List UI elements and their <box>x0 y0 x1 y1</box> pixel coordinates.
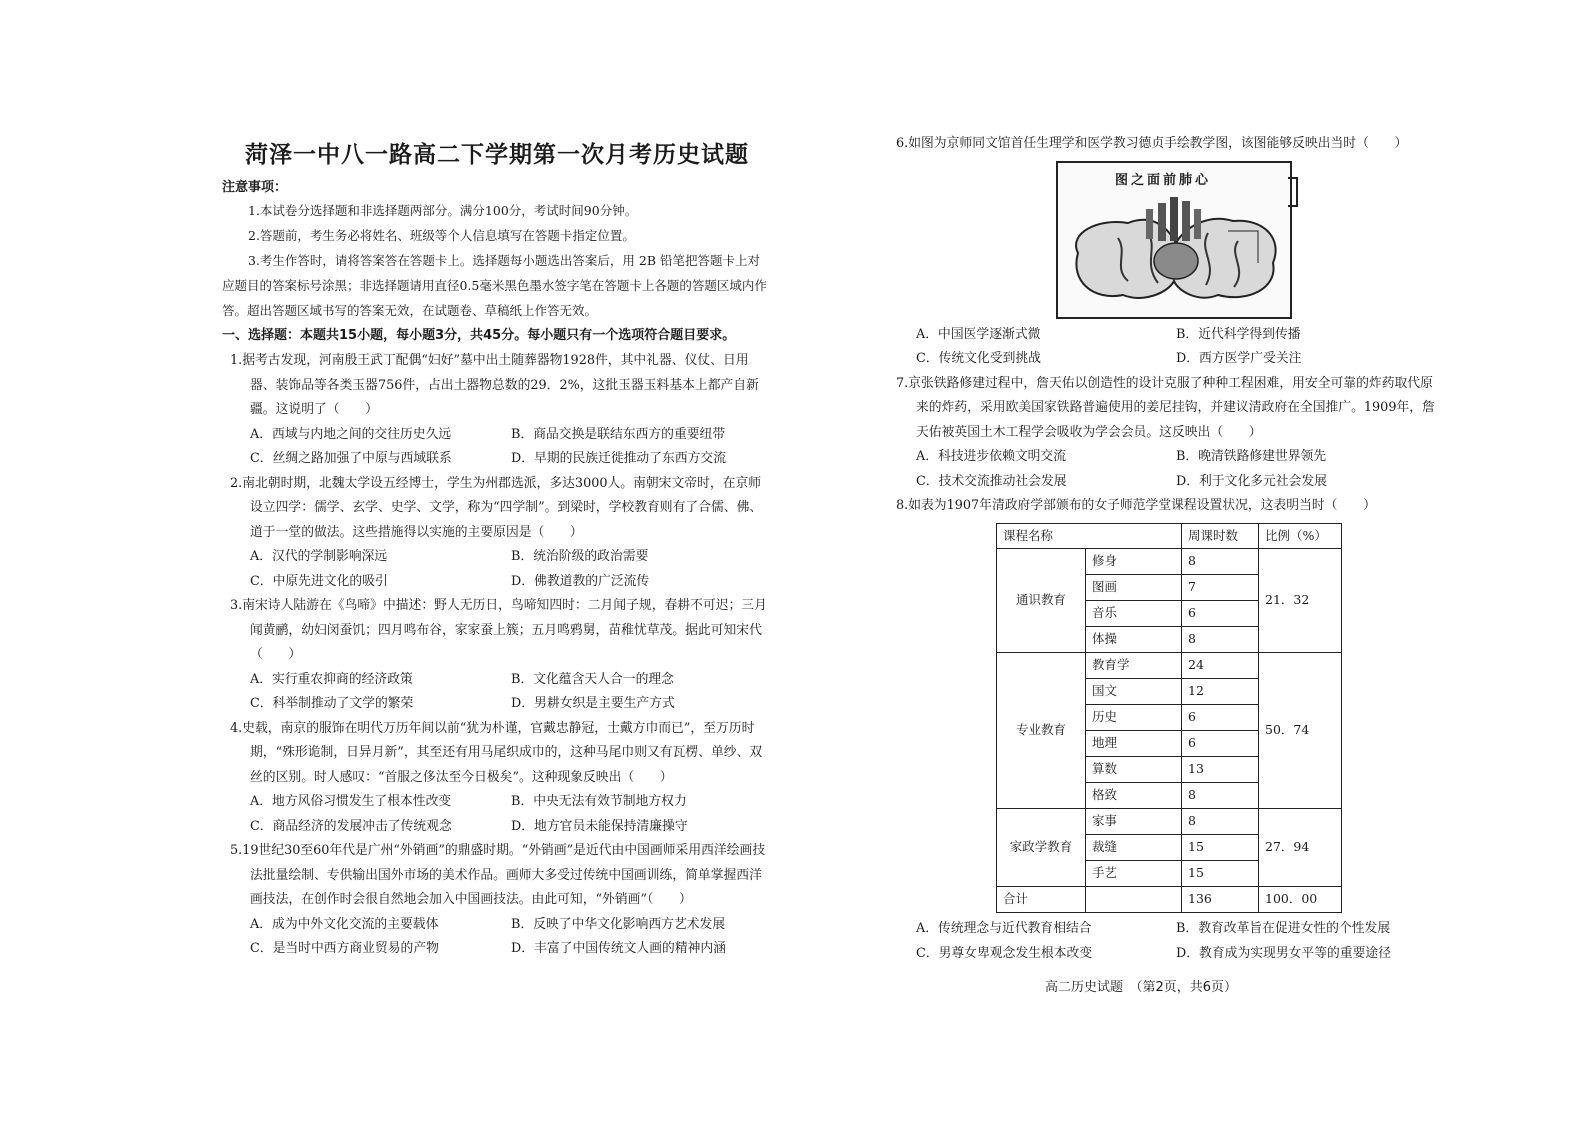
group-name: 家政学教育 <box>997 809 1086 887</box>
header-cell: 周课时数 <box>1182 523 1259 549</box>
course-table <box>996 523 1342 914</box>
option-c: C．丝绸之路加强了中原与西域联系 <box>250 451 452 466</box>
header-cell: 课程名称 <box>997 523 1182 549</box>
course-name: 裁缝 <box>1086 835 1182 861</box>
question-stem: 7.京张铁路修建过程中，詹天佑以创造性的设计克服了种种工程困难，用安全可靠的炸药取代原来的炸药，采用欧美国家铁路普遍使用的姜尼挂钩，并建议清政府在全国推广。1909年，詹天佑被英国土木工程学会吸收为学会会员。这反映出（ ） <box>896 375 1435 440</box>
note-item: 3.考生作答时，请将答案答在答题卡上。选择题每小题选出答案后，用 2B 铅笔把答题卡上对应题目的答案标号涂黑；非选择题请用直径0.5毫米黑色墨水签字笔在答题卡上各题的答题区域内作答。超出答题区域书写的答案无效，在试题卷、草稿纸上作答无效。 <box>222 253 767 318</box>
course-name: 历史 <box>1086 705 1182 731</box>
option-c: C．中原先进文化的吸引 <box>250 573 388 589</box>
question-8 <box>888 494 1436 966</box>
question-stem: 3.南宋诗人陆游在《鸟啼》中描述：野人无历日，鸟啼知四时：二月闻子规，春耕不可迟；三月闻黄鹂，幼妇闵蚕饥；四月鸣布谷，家家蚕上簇；五月鸣鸦舅，苗稚忧草茂。据此可知宋代（ ） <box>230 598 767 662</box>
option-a: A．科技进步依赖文明交流 <box>916 449 1067 464</box>
note-item: 1.本试卷分选择题和非选择题两部分。满分100分，考试时间90分钟。 <box>248 203 638 218</box>
group-ratio: 50．74 <box>1259 653 1342 809</box>
question-1 <box>222 349 772 472</box>
option-d: D．西方医学广受关注 <box>1176 351 1302 366</box>
notes-heading: 注意事项： <box>222 180 288 195</box>
total-ratio: 100．00 <box>1259 887 1342 913</box>
option-b: B．近代科学得到传播 <box>1176 326 1301 342</box>
option-b: B．反映了中华文化影响西方艺术发展 <box>511 916 726 932</box>
question-stem: 1.据考古发现，河南殷王武丁配偶“妇好”墓中出土随葬器物1928件，其中礼器、仪仗、日用器、装饰品等各类玉器756件，占出土器物总数的29．2%，这批玉器玉料基本上都产自新疆。这说明了（ ） <box>230 353 759 417</box>
course-name: 地理 <box>1086 731 1182 757</box>
header-cell: 比例（%） <box>1259 523 1342 549</box>
table-row <box>997 809 1342 835</box>
option-a: A．传统理念与近代教育相结合 <box>916 921 1092 936</box>
option-d: D．佛教道教的广泛流传 <box>511 573 650 589</box>
course-name: 格致 <box>1086 783 1182 809</box>
note-item: 2.答题前，考生务必将姓名、班级等个人信息填写在答题卡指定位置。 <box>248 228 635 243</box>
option-a: A．地方风俗习惯发生了根本性改变 <box>250 794 452 809</box>
option-b: B．中央无法有效节制地方权力 <box>511 794 687 809</box>
course-name: 手艺 <box>1086 861 1182 887</box>
option-a: A．成为中外文化交流的主要载体 <box>250 916 439 932</box>
question-stem: 5.19世纪30至60年代是广州“外销画”的鼎盛时期。“外销画”是近代由中国画师采用西洋绘画技法批量绘制、专供输出国外市场的美术作品。画师大多受过传统中国画训练，简单掌握西洋画技法，在创作时会很自然地会加入中国画技法。由此可知，“外销画”（ ） <box>230 843 766 907</box>
question-3 <box>222 594 772 717</box>
question-6 <box>888 132 1436 372</box>
total-hours: 136 <box>1182 887 1259 913</box>
table-header-row <box>997 523 1342 549</box>
option-b: B．教育改革旨在促进女性的个性发展 <box>1176 921 1391 936</box>
option-a: A．中国医学逐渐式微 <box>916 326 1041 342</box>
diagram-caption: 图之面前肺心 <box>1114 172 1211 188</box>
option-c: C．技术交流推动社会发展 <box>916 473 1067 489</box>
option-d: D．教育成为实现男女平等的重要途径 <box>1176 945 1392 961</box>
question-stem: 2.南北朝时期，北魏太学设五经博士，学生为州郡选派，多达3000人。南朝宋文帝时，在京师设立四学：儒学、玄学、史学、文学，称为“四学制”。到梁时，学校教育则有了合儒、佛、道于一堂的做法。这些措施得以实施的主要原因是（ ） <box>230 475 763 540</box>
question-4 <box>222 717 772 840</box>
group-name: 通识教育 <box>997 549 1086 653</box>
option-c: C．商品经济的发展冲击了传统观念 <box>250 818 452 834</box>
question-stem: 4.史载，南京的服饰在明代万历年间以前“犹为朴谨，官戴忠静冠，士戴方巾而已”，至万历时期，“殊形诡制，日异月新”，其至还有用马尾织成巾的，这种马尾巾则又有瓦楞、单纱、双丝的区别。时人感叹：“首服之侈汰至今日极矣”。这种现象反映出（ ） <box>230 720 763 785</box>
course-hours: 8 <box>1182 549 1259 575</box>
group-ratio: 21．32 <box>1259 549 1342 653</box>
course-hours: 7 <box>1182 575 1259 601</box>
group-ratio: 27．94 <box>1259 809 1342 887</box>
question-stem: 6.如图为京师同文馆首任生理学和医学教习德贞手绘教学图，该图能够反映出当时（ ） <box>896 136 1408 151</box>
option-a: A．实行重农抑商的经济政策 <box>250 671 413 687</box>
course-hours: 8 <box>1182 627 1259 653</box>
option-b: B．商品交换是联结东西方的重要纽带 <box>511 426 726 442</box>
option-d: D．丰富了中国传统文人画的精神内涵 <box>511 941 727 956</box>
course-name: 国文 <box>1086 679 1182 705</box>
question-7 <box>888 372 1436 495</box>
course-name: 修身 <box>1086 549 1182 575</box>
course-name: 教育学 <box>1086 653 1182 679</box>
total-label: 合计 <box>997 887 1086 913</box>
table-row <box>997 549 1342 575</box>
course-hours: 13 <box>1182 757 1259 783</box>
option-c: C．男尊女卑观念发生根本改变 <box>916 945 1093 961</box>
option-b: B．晚清铁路修建世界领先 <box>1176 449 1327 464</box>
course-hours: 8 <box>1182 809 1259 835</box>
option-c: C．传统文化受到挑战 <box>916 351 1041 366</box>
left-column <box>222 140 772 962</box>
option-a: A．西域与内地之间的交往历史久远 <box>250 426 452 442</box>
right-column <box>888 132 1436 966</box>
section-heading: 一、选择题：本题共15小题，每小题3分，共45分。每小题只有一个选项符合题目要求。 <box>222 328 736 343</box>
option-d: D．地方官员未能保持清廉操守 <box>511 818 688 834</box>
group-name: 专业教育 <box>997 653 1086 809</box>
course-hours: 6 <box>1182 705 1259 731</box>
question-stem: 8.如表为1907年清政府学部颁布的女子师范学堂课程设置状况，这表明当时（ ） <box>896 498 1376 513</box>
course-hours: 24 <box>1182 653 1259 679</box>
course-name: 体操 <box>1086 627 1182 653</box>
heart-lung-illustration <box>1058 163 1290 317</box>
option-c: C．是当时中西方商业贸易的产物 <box>250 941 439 956</box>
course-hours: 6 <box>1182 731 1259 757</box>
question-2 <box>222 472 772 595</box>
option-d: D．早期的民族迁徙推动了东西方交流 <box>511 451 727 466</box>
option-b: B．统治阶级的政治需要 <box>511 549 649 564</box>
heart-lung-diagram <box>1056 161 1292 319</box>
course-name: 音乐 <box>1086 601 1182 627</box>
exam-title: 菏泽一中八一路高二下学期第一次月考历史试题 <box>245 142 749 168</box>
course-hours: 15 <box>1182 861 1259 887</box>
option-b: B．文化蕴含天人合一的理念 <box>511 671 674 687</box>
course-name: 家事 <box>1086 809 1182 835</box>
option-a: A．汉代的学制影响深远 <box>250 549 388 564</box>
course-hours: 8 <box>1182 783 1259 809</box>
table-row <box>997 653 1342 679</box>
course-hours: 6 <box>1182 601 1259 627</box>
question-5 <box>222 839 772 962</box>
table-total-row <box>997 887 1342 913</box>
option-d: D．男耕女织是主要生产方式 <box>511 696 675 711</box>
course-hours: 12 <box>1182 679 1259 705</box>
page-footer: 高二历史试题 （第2页，共6页） <box>1045 980 1238 995</box>
option-c: C．科举制推动了文学的繁荣 <box>250 696 414 711</box>
course-hours: 15 <box>1182 835 1259 861</box>
total-blank <box>1086 887 1182 913</box>
course-name: 算数 <box>1086 757 1182 783</box>
course-name: 图画 <box>1086 575 1182 601</box>
option-d: D．利于文化多元社会发展 <box>1176 473 1328 489</box>
